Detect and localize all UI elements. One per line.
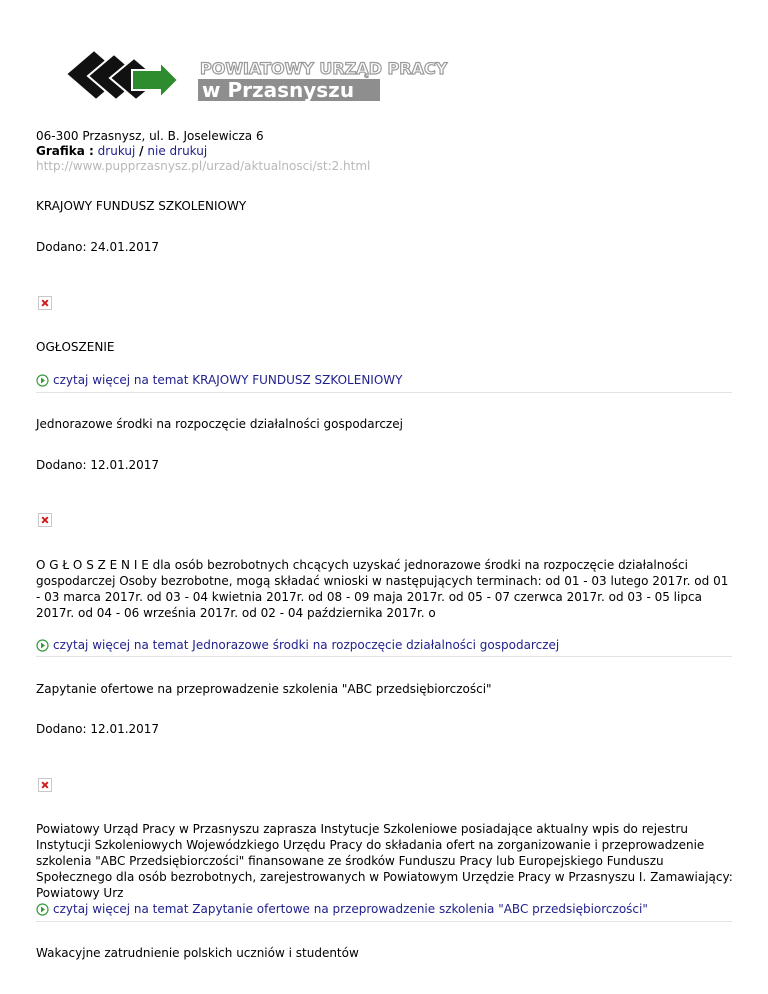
logo-line1: POWIATOWY URZĄD PRACY: [200, 59, 448, 78]
broken-image-icon: [38, 778, 52, 792]
logo-graphic: [62, 48, 448, 108]
news-date: Dodano: 12.01.2017: [36, 458, 160, 472]
divider: [36, 392, 732, 393]
address-block: [36, 129, 370, 174]
news-body: Powiatowy Urząd Pracy w Przasnyszu zaprasza Instytucje Szkoleniowe posiadające aktualny wpis do rejestru Instytucji Szkoleniowych Wojewódzkiego Urzędu Pracy do składania ofert na zorganizowanie i przeprowadzenie szkolenia "ABC Przedsiębiorczości" finansowane ze środków Funduszu Pracy lub Europejskiego Funduszu Społecznego dla osób bezrobotnych, zarejestrowanych w Powiatowym Urzędzie Pracy w Przasnyszu I. Zamawiający: Powiatowy Urz: [36, 822, 733, 900]
read-more-label: czytaj więcej na temat Zapytanie ofertowe na przeprowadzenie szkolenia "ABC przedsiębiorczości": [53, 902, 648, 916]
news-title: Zapytanie ofertowe na przeprowadzenie szkolenia "ABC przedsiębiorczości": [36, 682, 492, 696]
no-print-link[interactable]: nie drukuj: [147, 144, 208, 158]
graphics-separator: /: [139, 144, 144, 158]
divider: [36, 921, 732, 922]
circle-arrow-icon: [36, 374, 49, 387]
read-more-link[interactable]: [36, 901, 648, 917]
site-logo[interactable]: [62, 48, 448, 108]
news-body: O G Ł O S Z E N I E dla osób bezrobotnych chcących uzyskać jednorazowe środki na rozpoczęcie działalności gospodarczej Osoby bezrobotne, mogą składać wnioski w następujących terminach: od 01 - 03 lutego 2017r. od 01 - 03 marca 2017r. od 03 - 04 kwietnia 2017r. od 08 - 09 maja 2017r. od 05 - 07 czerwca 2017r. od 03 - 05 lipca 2017r. od 04 - 06 września 2017r. od 02 - 04 października 2017r. o: [36, 558, 729, 620]
address-line: 06-300 Przasnysz, ul. B. Joselewicza 6: [36, 129, 264, 143]
graphics-toggle: [36, 144, 370, 159]
broken-image-icon: [38, 513, 52, 527]
news-date: Dodano: 24.01.2017: [36, 240, 160, 254]
circle-arrow-icon: [36, 903, 49, 916]
news-title: Wakacyjne zatrudnienie polskich uczniów i studentów: [36, 946, 359, 960]
read-more-label: czytaj więcej na temat Jednorazowe środki na rozpoczęcie działalności gospodarczej: [53, 638, 560, 652]
logo-cards-icon: [66, 50, 178, 100]
logo-line2: w Przasnyszu: [202, 78, 355, 102]
news-title: KRAJOWY FUNDUSZ SZKOLENIOWY: [36, 199, 247, 213]
circle-arrow-icon: [36, 639, 49, 652]
broken-image-icon: [38, 296, 52, 310]
read-more-label: czytaj więcej na temat KRAJOWY FUNDUSZ SZKOLENIOWY: [53, 373, 403, 387]
print-link[interactable]: drukuj: [97, 144, 136, 158]
news-body: OGŁOSZENIE: [36, 340, 115, 354]
read-more-link[interactable]: [36, 372, 402, 388]
page-url: http://www.pupprzasnysz.pl/urzad/aktualnosci/st:2.html: [36, 159, 371, 173]
news-date: Dodano: 12.01.2017: [36, 722, 160, 736]
read-more-link[interactable]: [36, 637, 559, 653]
news-title: Jednorazowe środki na rozpoczęcie działalności gospodarczej: [36, 417, 403, 431]
graphics-label: Grafika :: [36, 144, 94, 158]
divider: [36, 656, 732, 657]
